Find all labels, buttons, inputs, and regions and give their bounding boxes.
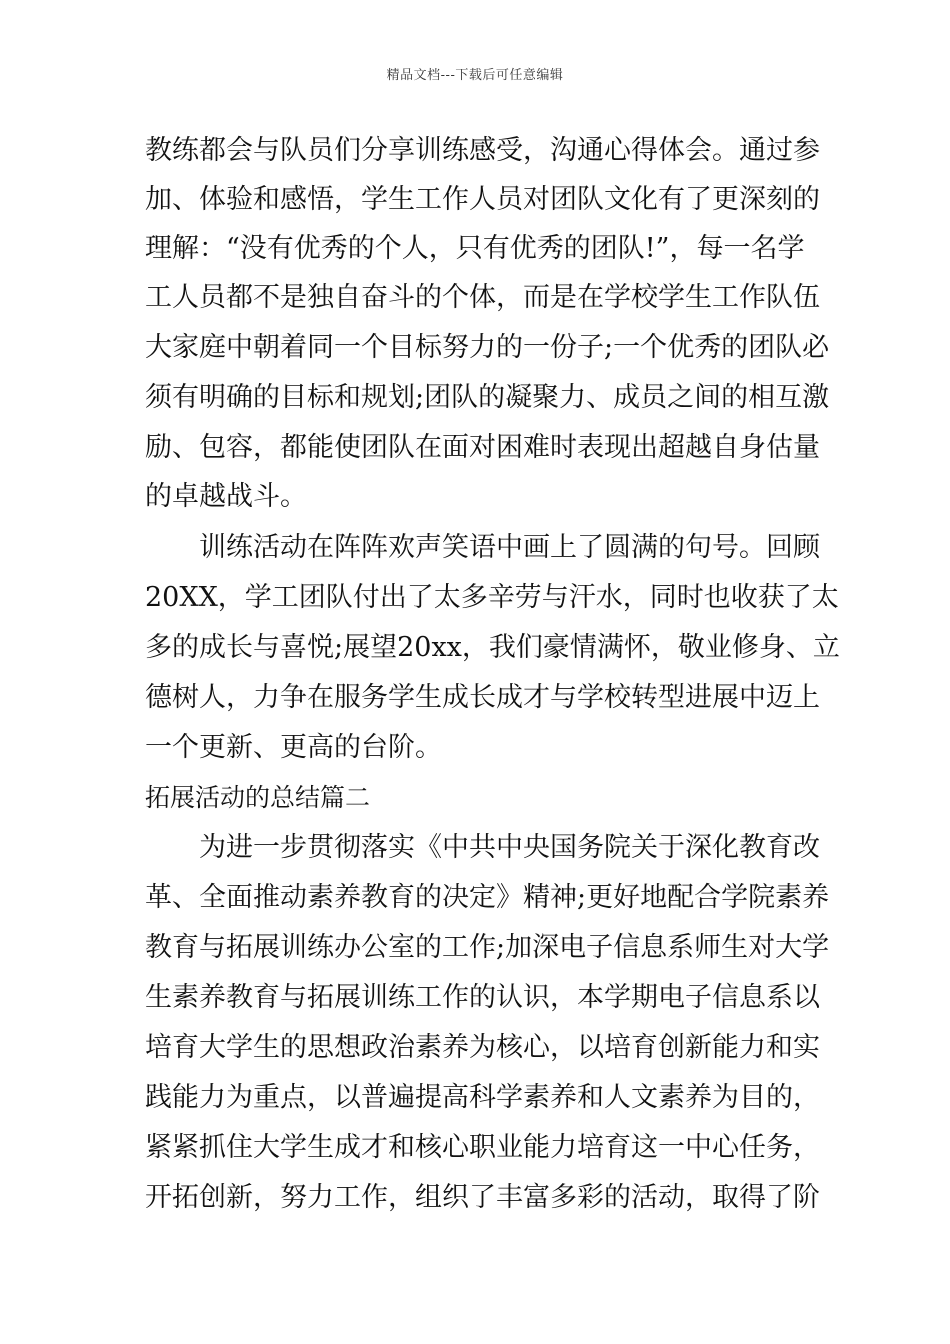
paragraph-1-line-2: 加、体验和感悟，学生工作人员对团队文化有了更深刻的 (145, 184, 820, 215)
paragraph-1-line-7: 励、包容，都能使团队在面对困难时表现出超越自身估量 (145, 432, 820, 463)
paragraph-3-line-8: 开拓创新，努力工作，组织了丰富多彩的活动，取得了阶 (145, 1182, 820, 1213)
paragraph-3-line-2: 革、全面推动素养教育的决定》精神;更好地配合学院素养 (145, 882, 830, 913)
paragraph-2-line-1: 训练活动在阵阵欢声笑语中画上了圆满的句号。回顾 (199, 532, 820, 563)
paragraph-3-line-7: 紧紧抓住大学生成才和核心职业能力培育这一中心任务， (145, 1132, 820, 1163)
paragraph-1-line-8: 的卓越战斗。 (145, 481, 307, 512)
section-heading: 拓展活动的总结篇二 (145, 783, 371, 812)
paragraph-1-line-3: 理解：“没有优秀的个人，只有优秀的团队!”，每一名学 (145, 233, 805, 264)
paragraph-1-line-4: 工人员都不是独自奋斗的个体，而是在学校学生工作队伍 (145, 282, 820, 313)
paragraph-3-line-1: 为进一步贯彻落实《中共中央国务院关于深化教育改 (199, 832, 820, 863)
paragraph-1-line-6: 须有明确的目标和规划;团队的凝聚力、成员之间的相互激 (145, 382, 830, 413)
paragraph-2-line-5: 一个更新、更高的台阶。 (145, 732, 442, 763)
paragraph-2-line-4: 德树人，力争在服务学生成长成才与学校转型进展中迈上 (145, 682, 820, 713)
page-header: 精品文档---下载后可任意编辑 (386, 68, 564, 83)
paragraph-1-line-1: 教练都会与队员们分享训练感受，沟通心得体会。通过参 (145, 135, 820, 166)
paragraph-3-line-4: 生素养教育与拓展训练工作的认识，本学期电子信息系以 (145, 982, 820, 1013)
paragraph-2-line-3: 多的成长与喜悦;展望20xx，我们豪情满怀，敬业修身、立 (145, 632, 840, 663)
paragraph-1-line-5: 大家庭中朝着同一个目标努力的一份子;一个优秀的团队必 (145, 332, 830, 363)
paragraph-3-line-6: 践能力为重点，以普遍提高科学素养和人文素养为目的， (145, 1082, 820, 1113)
paragraph-3-line-3: 教育与拓展训练办公室的工作;加深电子信息系师生对大学 (145, 932, 830, 963)
paragraph-3-line-5: 培育大学生的思想政治素养为核心，以培育创新能力和实 (145, 1032, 820, 1063)
paragraph-2-line-2: 20XX，学工团队付出了太多辛劳与汗水，同时也收获了太 (145, 582, 839, 613)
